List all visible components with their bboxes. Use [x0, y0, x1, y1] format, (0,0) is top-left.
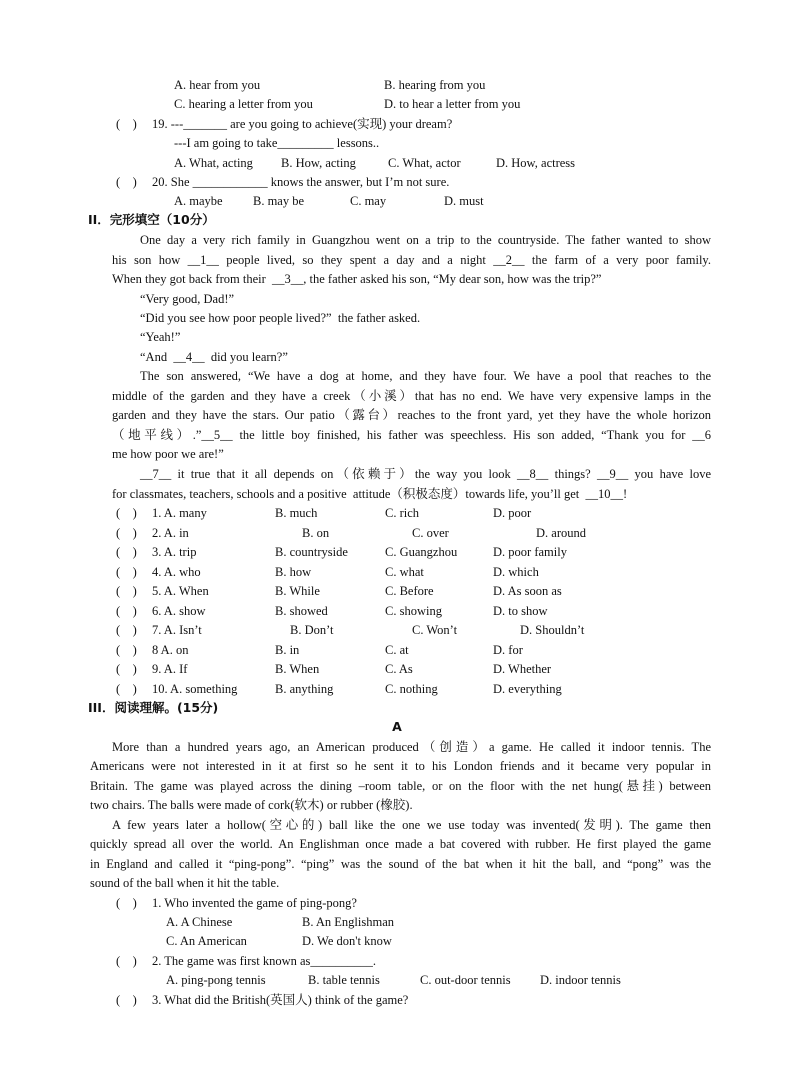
cloze-option-c: C. what — [385, 564, 424, 579]
section2-p1-line2: his son how __1__ people lived, so they spent a day and a night __2__ the farm of a very poor family. — [112, 253, 711, 267]
cloze-option-d: D. poor — [493, 506, 532, 520]
answer-paren[interactable]: ( ) — [116, 896, 137, 910]
answer-paren[interactable]: ( ) — [116, 525, 137, 540]
section3-p2-line2: quickly spread all over the world. An Englishman once made a bat covered with rubber. He first played the game — [90, 837, 711, 851]
section2-p3-line1: __7__ it true that it all depends on（依赖于）the way you look __8__ things? __9__ you have love — [140, 467, 711, 481]
q19-option-a: A. What, acting — [174, 156, 253, 170]
cloze-option-a: 8 A. on — [152, 642, 189, 657]
cloze-option-d: D. poor family — [493, 545, 567, 559]
reading-q1-stem: 1. Who invented the game of ping-pong? — [152, 896, 357, 910]
section3-p2-line3: in England and called it “ping-pong”. “ping” was the sound of the bat when it hit the ball, and “pong” was the — [90, 857, 711, 871]
answer-paren[interactable]: ( ) — [116, 545, 137, 559]
q20-option-d: D. must — [444, 194, 484, 208]
section2-title: II．完形填空（10分） — [88, 212, 215, 227]
answer-paren[interactable]: ( ) — [116, 603, 137, 618]
cloze-option-d: D. As soon as — [493, 584, 562, 598]
cloze-option-c: C. over — [412, 525, 449, 540]
reading-q2-option-c: C. out-door tennis — [420, 973, 511, 987]
q20-option-c: C. may — [350, 194, 387, 208]
q19-option-b: B. How, acting — [281, 156, 356, 170]
cloze-option-d: D. to show — [493, 603, 548, 618]
cloze-option-c: C. Guangzhou — [385, 545, 458, 559]
q19-option-d: D. How, actress — [496, 156, 576, 170]
dialogue-line: “Yeah!” — [140, 330, 181, 344]
cloze-option-a: 6. A. show — [152, 603, 206, 618]
q19-option-c: C. What, actor — [388, 156, 461, 170]
reading-q1-option-c: C. An American — [166, 934, 247, 948]
cloze-option-b: B. in — [275, 642, 300, 657]
cloze-option-b: B. how — [275, 564, 312, 579]
reading-q2-option-d: D. indoor tennis — [540, 973, 621, 987]
answer-paren[interactable]: ( ) — [116, 623, 137, 637]
reading-q3-stem: 3. What did the British(英国人) think of the game? — [152, 993, 409, 1007]
cloze-option-d: D. around — [536, 525, 586, 540]
cloze-option-d: D. Shouldn’t — [520, 623, 585, 637]
section3-p2-line4: sound of the ball when it hit the table. — [90, 876, 280, 890]
passage-label: A — [392, 719, 402, 734]
cloze-option-b: B. While — [275, 584, 320, 598]
section3-p2-line1: A few years later a hollow(空心的) ball like the one we use today was invented(发明). The game then — [112, 818, 711, 832]
q18-option-a: A. hear from you — [174, 78, 261, 92]
q19-stem: 19. ---_______ are you going to achieve(实现) your dream? — [152, 117, 453, 131]
cloze-option-d: D. for — [493, 642, 523, 657]
section3-p1-line3: Britain. The game was played across the dining –room table, or on the floor with the net hung(悬挂) between — [90, 779, 711, 793]
section3-p1-line1 — [112, 739, 711, 755]
section3-p1-line2: Americans were not interested in it at first so he sent it to his London friends and it became very popular in — [90, 759, 711, 773]
cloze-option-c: C. nothing — [385, 681, 438, 696]
cloze-option-a: 3. A. trip — [152, 545, 197, 559]
cloze-option-b: B. showed — [275, 603, 328, 618]
cloze-option-c: C. Won’t — [412, 623, 458, 637]
cloze-option-c: C. rich — [385, 506, 420, 520]
section2-p2-line1: The son answered, “We have a dog at home, and they have four. We have a pool that reaches to the — [140, 369, 711, 383]
cloze-option-b: B. on — [302, 525, 330, 540]
section2-p2-line3: garden and they have the stars. Our patio（露台）reaches to the front yard, yet they have the whole horizon — [112, 408, 711, 422]
cloze-option-b: B. anything — [275, 681, 334, 696]
reading-q1-option-d: D. We don't know — [302, 934, 392, 948]
cloze-option-b: B. When — [275, 662, 320, 676]
section2-p2-line4: （地平线）.”__5__ the little boy finished, his father was speechless. His son added, “Thank you for __6 — [112, 428, 711, 442]
cloze-option-b: B. much — [275, 506, 318, 520]
section3-p1-line4: two chairs. The balls were made of cork(软木) or rubber (橡胶). — [90, 798, 413, 812]
cloze-option-d: D. everything — [493, 681, 562, 696]
dialogue-line: “Did you see how poor people lived?” the father asked. — [140, 311, 421, 325]
dialogue-line: “Very good, Dad!” — [140, 292, 235, 306]
cloze-option-c: C. at — [385, 642, 409, 657]
q20-option-a: A. maybe — [174, 194, 223, 208]
answer-paren[interactable]: ( ) — [116, 584, 137, 598]
answer-paren[interactable]: ( ) — [116, 954, 137, 968]
q18-option-d: D. to hear a letter from you — [384, 97, 521, 111]
cloze-option-b: B. Don’t — [290, 623, 334, 637]
q18-option-b: B. hearing from you — [384, 78, 486, 92]
dialogue-line: “And __4__ did you learn?” — [140, 350, 288, 364]
cloze-option-d: D. Whether — [493, 662, 552, 676]
cloze-option-d: D. which — [493, 564, 539, 579]
cloze-option-b: B. countryside — [275, 545, 348, 559]
text-span: More than a hundred years ago, an American produced（创造）a game. He called it indoor tennis. The — [112, 740, 711, 754]
reading-q1-option-b: B. An Englishman — [302, 915, 395, 929]
answer-paren[interactable]: ( ) — [116, 175, 137, 189]
answer-paren[interactable]: ( ) — [116, 506, 137, 520]
section2-p1-line1: One day a very rich family in Guangzhou went on a trip to the countryside. The father wanted to show — [140, 233, 711, 247]
q18-option-c: C. hearing a letter from you — [174, 97, 313, 111]
section2-p2-line2: middle of the garden and they have a creek（小溪）that has no end. We have very expensive lamps in the — [112, 389, 711, 403]
answer-paren[interactable]: ( ) — [116, 681, 137, 696]
cloze-option-a: 5. A. When — [152, 584, 209, 598]
cloze-option-a: 9. A. If — [152, 662, 188, 676]
q20-option-b: B. may be — [253, 194, 305, 208]
answer-paren[interactable]: ( ) — [116, 993, 137, 1007]
cloze-option-c: C. As — [385, 662, 413, 676]
q20-stem: 20. She ____________ knows the answer, but I’m not sure. — [152, 175, 450, 189]
reading-q2-option-a: A. ping-pong tennis — [166, 973, 266, 987]
reading-q3-row — [0, 992, 409, 1040]
answer-paren[interactable]: ( ) — [116, 117, 137, 131]
section2-p1-line3: When they got back from their __3__, the father asked his son, “My dear son, how was the trip?” — [112, 272, 602, 286]
reading-q2-stem: 2. The game was first known as__________. — [152, 954, 377, 968]
cloze-option-a: 1. A. many — [152, 506, 207, 520]
answer-paren[interactable]: ( ) — [116, 564, 137, 579]
cloze-option-a: 2. A. in — [152, 525, 189, 540]
cloze-option-a: 10. A. something — [152, 681, 238, 696]
section3-title: III．阅读理解。(15分) — [88, 700, 219, 715]
cloze-option-c: C. Before — [385, 584, 434, 598]
reading-q1-option-a: A. A Chinese — [166, 915, 233, 929]
q19-reply: ---I am going to take_________ lessons.. — [174, 136, 380, 150]
cloze-option-a: 7. A. Isn’t — [152, 623, 202, 637]
section2-p3-line2: for classmates, teachers, schools and a positive attitude（积极态度）towards life, you’ll get __10__! — [112, 487, 628, 501]
reading-q2-option-b: B. table tennis — [308, 973, 380, 987]
answer-paren[interactable]: ( ) — [116, 642, 137, 657]
answer-paren[interactable]: ( ) — [116, 662, 137, 676]
cloze-option-c: C. showing — [385, 603, 442, 618]
cloze-option-a: 4. A. who — [152, 564, 201, 579]
section2-p2-line5: me how poor we are!” — [112, 447, 224, 461]
